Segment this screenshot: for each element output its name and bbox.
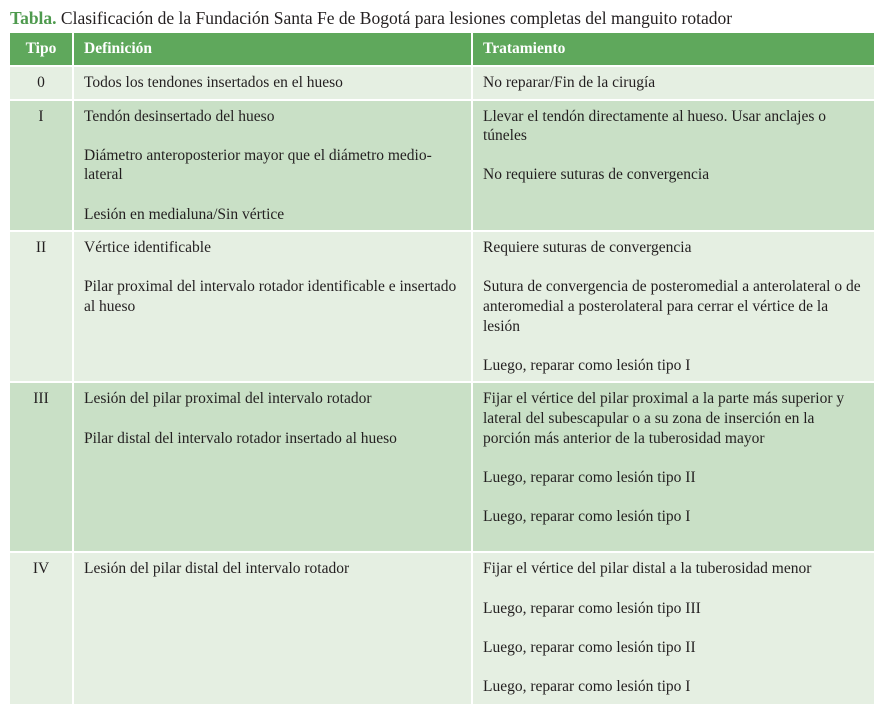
definition-text: Lesión del pilar proximal del intervalo rotador bbox=[84, 390, 372, 408]
treatment-text: Fijar el vértice del pilar distal a la tuberosidad menor bbox=[483, 560, 812, 578]
definition-text: Pilar distal del intervalo rotador insertado al hueso bbox=[84, 429, 397, 447]
treatment-text: Llevar el tendón directamente al hueso. Usar anclajes o túneles bbox=[483, 107, 827, 145]
treatment-cell bbox=[472, 66, 874, 100]
treatment-text: Sutura de convergencia de posteromedial a anterolateral o de anteromedial a posterolateral para cerrar el vértice de la lesión bbox=[483, 278, 861, 335]
table-header-row bbox=[10, 33, 874, 66]
definition-text: Vértice identificable bbox=[84, 239, 211, 257]
definition-cell bbox=[73, 66, 472, 100]
definition-text: Todos los tendones insertados en el hueso bbox=[84, 74, 343, 91]
definition-text: Pilar proximal del intervalo rotador identificable e insertado al hueso bbox=[84, 278, 457, 315]
table-row bbox=[10, 100, 874, 232]
type-cell: II bbox=[10, 231, 73, 382]
type-cell: I bbox=[10, 100, 73, 232]
treatment-text: Luego, reparar como lesión tipo I bbox=[483, 356, 691, 374]
table-row bbox=[10, 552, 874, 705]
table-row bbox=[10, 66, 874, 100]
header-type: Tipo bbox=[10, 33, 73, 66]
treatment-cell bbox=[472, 552, 874, 705]
definition-cell bbox=[73, 552, 472, 705]
treatment-text: Luego, reparar como lesión tipo II bbox=[483, 468, 696, 486]
treatment-text: Luego, reparar como lesión tipo I bbox=[483, 677, 691, 695]
type-cell: III bbox=[10, 382, 73, 552]
type-cell: 0 bbox=[10, 66, 73, 100]
table-row bbox=[10, 382, 874, 552]
treatment-text: No reparar/Fin de la cirugía bbox=[483, 74, 656, 91]
definition-cell bbox=[73, 382, 472, 552]
treatment-cell bbox=[472, 382, 874, 552]
treatment-text: No requiere suturas de convergencia bbox=[483, 166, 710, 184]
definition-text: Tendón desinsertado del hueso bbox=[84, 107, 275, 125]
treatment-text: Fijar el vértice del pilar proximal a la parte más superior y lateral del subescapular o a su zona de inserción en la porción más anterior de la tuberosidad mayor bbox=[483, 390, 845, 447]
treatment-text: Requiere suturas de convergencia bbox=[483, 239, 692, 257]
header-definition: Definición bbox=[73, 33, 472, 66]
treatment-text: Luego, reparar como lesión tipo II bbox=[483, 638, 696, 656]
definition-text: Lesión en medialuna/Sin vértice bbox=[84, 205, 285, 223]
definition-cell bbox=[73, 231, 472, 382]
header-treatment: Tratamiento bbox=[472, 33, 874, 66]
caption-label: Tabla. bbox=[10, 8, 57, 28]
caption-title: Clasificación de la Fundación Santa Fe de Bogotá para lesiones completas del manguito rotador bbox=[60, 8, 733, 28]
table-row bbox=[10, 231, 874, 382]
type-cell: IV bbox=[10, 552, 73, 705]
treatment-cell bbox=[472, 231, 874, 382]
definition-text: Lesión del pilar distal del intervalo rotador bbox=[84, 560, 350, 578]
table-caption bbox=[10, 6, 732, 30]
classification-table bbox=[10, 33, 874, 706]
treatment-text: Luego, reparar como lesión tipo I bbox=[483, 507, 691, 525]
definition-cell bbox=[73, 100, 472, 232]
treatment-text: Luego, reparar como lesión tipo III bbox=[483, 599, 701, 617]
treatment-cell bbox=[472, 100, 874, 232]
definition-text: Diámetro anteroposterior mayor que el diámetro medio-lateral bbox=[84, 146, 432, 184]
